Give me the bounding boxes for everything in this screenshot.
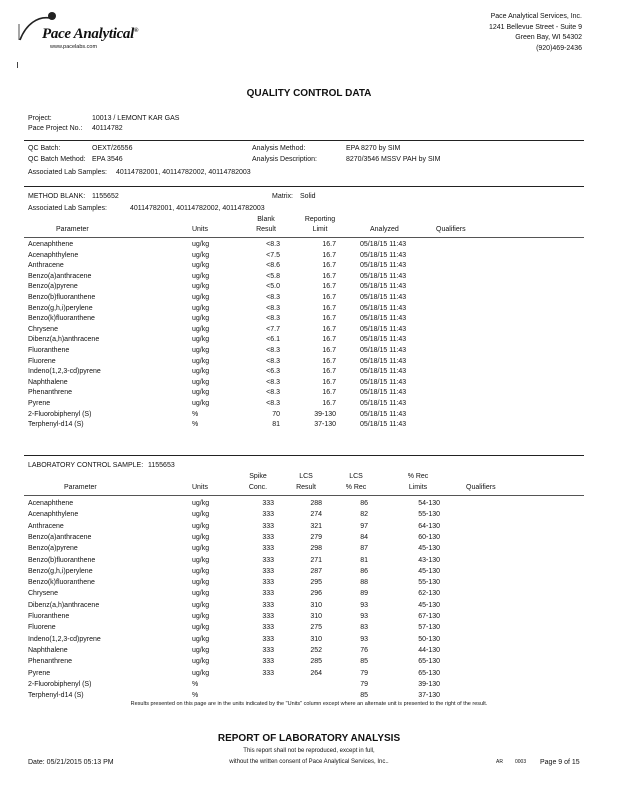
cell-analyzed: 05/18/15 11:43 bbox=[360, 347, 407, 354]
cell-spike: 333 bbox=[262, 590, 274, 598]
cell-limit: 16.7 bbox=[322, 400, 336, 407]
cell-parameter: Indeno(1,2,3-cd)pyrene bbox=[28, 635, 101, 643]
cell-units: % bbox=[192, 421, 199, 429]
cell-parameter: Acenaphthene bbox=[28, 241, 74, 248]
cell-units: ug/kg bbox=[192, 389, 210, 397]
table-row bbox=[0, 315, 618, 325]
cell-result: 310 bbox=[310, 613, 322, 620]
table-row bbox=[0, 379, 618, 389]
cell-spike: 333 bbox=[262, 635, 274, 643]
cell-units: ug/kg bbox=[192, 522, 210, 530]
lcs-header-row2: Parameter Units Conc. Result % Rec Limits Qualifiers bbox=[64, 484, 496, 491]
cell-rec: 79 bbox=[360, 680, 368, 688]
cell-analyzed: 05/18/15 11:43 bbox=[360, 241, 407, 248]
results-note: Results presented on this page are in the units indicated by the "Units" column except where an alternate unit is presented to the right of the result. bbox=[130, 701, 488, 707]
cell-units: ug/kg bbox=[192, 624, 210, 632]
cell-result: 279 bbox=[310, 533, 322, 541]
cell-parameter: Benzo(a)pyrene bbox=[28, 545, 78, 553]
cell-analyzed: 05/18/15 11:43 bbox=[360, 421, 407, 429]
cell-analyzed: 05/18/15 11:43 bbox=[360, 389, 407, 397]
cell-units: ug/kg bbox=[192, 646, 210, 654]
cell-limits: 44-130 bbox=[418, 646, 440, 654]
cell-result: <5.0 bbox=[266, 283, 280, 291]
cell-rec: 89 bbox=[360, 590, 368, 598]
cell-rec: 93 bbox=[360, 601, 368, 609]
cell-limits: 55-130 bbox=[418, 579, 440, 587]
table-row bbox=[0, 326, 618, 336]
cell-result: <8.3 bbox=[266, 378, 280, 386]
cell-result: 81 bbox=[272, 421, 280, 429]
cell-rec: 84 bbox=[360, 533, 368, 541]
table-row bbox=[0, 336, 618, 346]
cell-rec: 97 bbox=[360, 522, 368, 530]
table-row bbox=[0, 568, 618, 578]
lcs-header-row1: Spike LCS LCS % Rec bbox=[249, 473, 429, 480]
cell-units: ug/kg bbox=[192, 511, 210, 519]
cell-units: ug/kg bbox=[192, 283, 210, 291]
cell-result: <8.3 bbox=[266, 347, 280, 354]
cell-limit: 16.7 bbox=[322, 368, 336, 376]
cell-result: 296 bbox=[310, 590, 322, 598]
cell-parameter: 2-Fluorobiphenyl (S) bbox=[28, 410, 92, 418]
cell-rec: 93 bbox=[360, 635, 368, 643]
cell-limit: 16.7 bbox=[322, 241, 336, 248]
cell-parameter: Benzo(k)fluoranthene bbox=[28, 579, 95, 587]
table-row bbox=[0, 411, 618, 421]
table-row bbox=[0, 305, 618, 315]
table-row bbox=[0, 421, 618, 431]
cell-result: 295 bbox=[310, 579, 322, 587]
cell-analyzed: 05/18/15 11:43 bbox=[360, 325, 407, 333]
method-blank-assoc-row: Associated Lab Samples: 40114782001, 40114782002, 40114782003 bbox=[28, 205, 265, 212]
table-row bbox=[0, 658, 618, 668]
cell-parameter: Benzo(g,h,i)perylene bbox=[28, 304, 93, 312]
cell-result: 271 bbox=[310, 556, 322, 564]
cell-parameter: Naphthalene bbox=[28, 646, 68, 654]
cell-limit: 16.7 bbox=[322, 347, 336, 354]
cell-units: % bbox=[192, 410, 199, 418]
cell-limits: 60-130 bbox=[418, 533, 440, 541]
cell-units: ug/kg bbox=[192, 556, 210, 564]
cell-result: <5.8 bbox=[266, 272, 280, 280]
cell-limit: 16.7 bbox=[322, 283, 336, 291]
cell-units: ug/kg bbox=[192, 368, 210, 376]
cell-parameter: Phenanthrene bbox=[28, 389, 72, 397]
cell-parameter: Benzo(a)pyrene bbox=[28, 283, 78, 291]
qc-batch-row: QC Batch: OEXT/26556 Analysis Method: EPA 8270 by SIM bbox=[28, 145, 401, 152]
table-row bbox=[0, 273, 618, 283]
logo-text: Pace Analytical® bbox=[42, 26, 139, 42]
cell-limit: 37-130 bbox=[314, 421, 336, 429]
cell-units: ug/kg bbox=[192, 325, 210, 333]
cell-result: <8.3 bbox=[266, 357, 280, 365]
table-row bbox=[0, 636, 618, 646]
cell-result: <8.3 bbox=[266, 389, 280, 397]
cell-limit: 16.7 bbox=[322, 357, 336, 365]
cell-rec: 79 bbox=[360, 669, 368, 677]
cell-limit: 16.7 bbox=[322, 315, 336, 323]
cell-rec: 83 bbox=[360, 624, 368, 632]
table-row bbox=[0, 283, 618, 293]
cell-limit: 16.7 bbox=[322, 336, 336, 344]
cell-units: ug/kg bbox=[192, 533, 210, 541]
cell-spike: 333 bbox=[262, 545, 274, 553]
cell-units: ug/kg bbox=[192, 567, 210, 575]
cell-parameter: Acenaphthene bbox=[28, 500, 74, 507]
cell-result: 252 bbox=[310, 646, 322, 654]
cell-parameter: Fluorene bbox=[28, 624, 56, 632]
cell-units: ug/kg bbox=[192, 262, 210, 270]
cell-result: <8.3 bbox=[266, 400, 280, 407]
cell-analyzed: 05/18/15 11:43 bbox=[360, 251, 407, 259]
lcs-row: LABORATORY CONTROL SAMPLE: 1155653 bbox=[28, 462, 175, 469]
cell-parameter: Phenanthrene bbox=[28, 658, 72, 666]
divider bbox=[24, 495, 584, 496]
cell-units: ug/kg bbox=[192, 357, 210, 365]
cell-limits: 65-130 bbox=[418, 658, 440, 666]
cell-limit: 39-130 bbox=[314, 410, 336, 418]
cell-limits: 65-130 bbox=[418, 669, 440, 677]
divider bbox=[24, 237, 584, 238]
qc-assoc-row: Associated Lab Samples: 40114782001, 40114782002, 40114782003 bbox=[28, 169, 251, 176]
cell-units: ug/kg bbox=[192, 294, 210, 301]
cell-parameter: Naphthalene bbox=[28, 378, 68, 386]
table-row bbox=[0, 579, 618, 589]
table-row bbox=[0, 534, 618, 544]
cell-parameter: Benzo(k)fluoranthene bbox=[28, 315, 95, 323]
report-title: REPORT OF LABORATORY ANALYSIS bbox=[217, 733, 401, 744]
table-row bbox=[0, 368, 618, 378]
cell-units: ug/kg bbox=[192, 500, 210, 507]
cell-spike: 333 bbox=[262, 522, 274, 530]
cell-units: % bbox=[192, 680, 199, 688]
table-row bbox=[0, 681, 618, 691]
table-row bbox=[0, 590, 618, 600]
cell-spike: 333 bbox=[262, 533, 274, 541]
table-row bbox=[0, 647, 618, 657]
cell-limits: 37-130 bbox=[418, 692, 440, 700]
cell-parameter: Benzo(a)anthracene bbox=[28, 533, 92, 541]
cell-limits: 45-130 bbox=[418, 601, 440, 609]
cell-result: 288 bbox=[310, 500, 322, 507]
footer-row: Date: 05/21/2015 05:13 PM without the written consent of Pace Analytical Services, Inc.. AR 0003 Page 9 of 15 bbox=[28, 759, 580, 766]
mb-header-row1: Blank Reporting bbox=[257, 216, 336, 223]
cell-limits: 50-130 bbox=[418, 635, 440, 643]
cell-parameter: Acenaphthylene bbox=[28, 511, 79, 519]
cell-parameter: Chrysene bbox=[28, 325, 58, 333]
cell-units: ug/kg bbox=[192, 613, 210, 620]
cell-spike: 333 bbox=[262, 500, 274, 507]
cell-units: % bbox=[192, 692, 199, 700]
cell-spike: 333 bbox=[262, 624, 274, 632]
cell-rec: 81 bbox=[360, 556, 368, 564]
cell-parameter: Anthracene bbox=[28, 262, 64, 270]
table-row bbox=[0, 262, 618, 272]
margin-mark bbox=[17, 62, 18, 68]
table-row bbox=[0, 557, 618, 567]
page-title: QUALITY CONTROL DATA bbox=[246, 88, 372, 99]
cell-analyzed: 05/18/15 11:43 bbox=[360, 272, 407, 280]
qc-method-row: QC Batch Method: EPA 3546 Analysis Description: 8270/3546 MSSV PAH by SIM bbox=[28, 156, 441, 163]
cell-rec: 86 bbox=[360, 500, 368, 507]
cell-limits: 43-130 bbox=[418, 556, 440, 564]
cell-units: ug/kg bbox=[192, 545, 210, 553]
cell-result: 287 bbox=[310, 567, 322, 575]
cell-spike: 333 bbox=[262, 669, 274, 677]
cell-spike: 333 bbox=[262, 646, 274, 654]
cell-parameter: Fluorene bbox=[28, 357, 56, 365]
table-row bbox=[0, 358, 618, 368]
cell-analyzed: 05/18/15 11:43 bbox=[360, 400, 407, 407]
cell-rec: 87 bbox=[360, 545, 368, 553]
cell-result: <8.3 bbox=[266, 241, 280, 248]
cell-parameter: Pyrene bbox=[28, 669, 51, 677]
cell-result: 274 bbox=[310, 511, 322, 519]
cell-spike: 333 bbox=[262, 579, 274, 587]
cell-analyzed: 05/18/15 11:43 bbox=[360, 294, 407, 301]
table-row bbox=[0, 400, 618, 410]
logo-url: www.pacelabs.com bbox=[50, 44, 98, 50]
cell-spike: 333 bbox=[262, 613, 274, 620]
cell-analyzed: 05/18/15 11:43 bbox=[360, 357, 407, 365]
table-row bbox=[0, 389, 618, 399]
cell-spike: 333 bbox=[262, 556, 274, 564]
cell-units: ug/kg bbox=[192, 241, 210, 248]
cell-limit: 16.7 bbox=[322, 389, 336, 397]
cell-units: ug/kg bbox=[192, 669, 210, 677]
cell-limits: 45-130 bbox=[418, 545, 440, 553]
cell-limits: 57-130 bbox=[418, 624, 440, 632]
cell-rec: 88 bbox=[360, 579, 368, 587]
cell-result: <8.3 bbox=[266, 294, 280, 301]
cell-result: 321 bbox=[310, 522, 322, 530]
cell-units: ug/kg bbox=[192, 336, 210, 344]
cell-parameter: Terphenyl-d14 (S) bbox=[28, 421, 84, 429]
cell-analyzed: 05/18/15 11:43 bbox=[360, 378, 407, 386]
table-row bbox=[0, 624, 618, 634]
cell-result: <7.7 bbox=[266, 325, 280, 333]
cell-analyzed: 05/18/15 11:43 bbox=[360, 315, 407, 323]
cell-result: <8.6 bbox=[266, 262, 280, 270]
table-row bbox=[0, 511, 618, 521]
cell-limits: 39-130 bbox=[418, 680, 440, 688]
cell-units: ug/kg bbox=[192, 272, 210, 280]
cell-parameter: Benzo(g,h,i)perylene bbox=[28, 567, 93, 575]
table-row bbox=[0, 252, 618, 262]
company-address: Pace Analytical Services, Inc. 1241 Bellevue Street - Suite 9 Green Bay, WI 54302 (920)469-2436 bbox=[488, 13, 582, 52]
cell-result: <6.3 bbox=[266, 368, 280, 376]
cell-result: 285 bbox=[310, 658, 322, 666]
cell-analyzed: 05/18/15 11:43 bbox=[360, 336, 407, 344]
cell-limits: 64-130 bbox=[418, 522, 440, 530]
cell-units: ug/kg bbox=[192, 304, 210, 312]
table-row bbox=[0, 294, 618, 304]
cell-units: ug/kg bbox=[192, 347, 210, 354]
cell-result: 275 bbox=[310, 624, 322, 632]
cell-parameter: Benzo(b)fluoranthene bbox=[28, 294, 96, 301]
cell-rec: 82 bbox=[360, 511, 368, 519]
cell-parameter: Chrysene bbox=[28, 590, 58, 598]
cell-rec: 93 bbox=[360, 613, 368, 620]
cell-rec: 76 bbox=[360, 646, 368, 654]
cell-parameter: Indeno(1,2,3-cd)pyrene bbox=[28, 368, 101, 376]
cell-units: ug/kg bbox=[192, 251, 210, 259]
cell-limit: 16.7 bbox=[322, 325, 336, 333]
cell-result: 70 bbox=[272, 410, 280, 418]
cell-limits: 67-130 bbox=[418, 613, 440, 620]
cell-result: 298 bbox=[310, 545, 322, 553]
divider bbox=[24, 186, 584, 187]
table-row bbox=[0, 523, 618, 533]
cell-limits: 62-130 bbox=[418, 590, 440, 598]
cell-limits: 45-130 bbox=[418, 567, 440, 575]
cell-limit: 16.7 bbox=[322, 304, 336, 312]
cell-units: ug/kg bbox=[192, 658, 210, 666]
cell-analyzed: 05/18/15 11:43 bbox=[360, 368, 407, 376]
cell-rec: 85 bbox=[360, 658, 368, 666]
method-blank-row: METHOD BLANK: 1155652 Matrix: Solid bbox=[28, 193, 316, 200]
cell-units: ug/kg bbox=[192, 579, 210, 587]
cell-limit: 16.7 bbox=[322, 294, 336, 301]
cell-parameter: 2-Fluorobiphenyl (S) bbox=[28, 680, 92, 688]
cell-parameter: Fluoranthene bbox=[28, 347, 70, 354]
cell-units: ug/kg bbox=[192, 400, 210, 407]
table-row bbox=[0, 670, 618, 680]
cell-rec: 85 bbox=[360, 692, 368, 700]
cell-parameter: Dibenz(a,h)anthracene bbox=[28, 601, 100, 609]
cell-spike: 333 bbox=[262, 567, 274, 575]
cell-limits: 54-130 bbox=[418, 500, 440, 507]
cell-parameter: Terphenyl-d14 (S) bbox=[28, 692, 84, 700]
cell-parameter: Acenaphthylene bbox=[28, 251, 79, 259]
project-row: Project: 10013 / LEMONT KAR GAS bbox=[28, 115, 180, 122]
cell-analyzed: 05/18/15 11:43 bbox=[360, 304, 407, 312]
cell-spike: 333 bbox=[262, 658, 274, 666]
pace-project-row: Pace Project No.: 40114782 bbox=[28, 125, 123, 132]
cell-limit: 16.7 bbox=[322, 378, 336, 386]
cell-result: <6.1 bbox=[266, 336, 280, 344]
table-row bbox=[0, 347, 618, 357]
cell-result: <8.3 bbox=[266, 315, 280, 323]
cell-spike: 333 bbox=[262, 601, 274, 609]
cell-units: ug/kg bbox=[192, 590, 210, 598]
table-row bbox=[0, 602, 618, 612]
mb-header-row2: Parameter Units Result Limit Analyzed Qualifiers bbox=[56, 226, 466, 233]
notice-line-1: This report shall not be reproduced, except in full, bbox=[243, 748, 375, 754]
cell-analyzed: 05/18/15 11:43 bbox=[360, 410, 407, 418]
cell-parameter: Dibenz(a,h)anthracene bbox=[28, 336, 100, 344]
cell-result: 264 bbox=[310, 669, 322, 677]
table-row bbox=[0, 613, 618, 623]
cell-limits: 55-130 bbox=[418, 511, 440, 519]
cell-parameter: Benzo(a)anthracene bbox=[28, 272, 92, 280]
table-row bbox=[0, 500, 618, 510]
cell-parameter: Pyrene bbox=[28, 400, 51, 407]
table-row bbox=[0, 545, 618, 555]
cell-analyzed: 05/18/15 11:43 bbox=[360, 283, 407, 291]
table-row bbox=[0, 241, 618, 251]
cell-limit: 16.7 bbox=[322, 262, 336, 270]
divider bbox=[24, 140, 584, 141]
cell-limit: 16.7 bbox=[322, 272, 336, 280]
cell-parameter: Anthracene bbox=[28, 522, 64, 530]
cell-limit: 16.7 bbox=[322, 251, 336, 259]
cell-result: 310 bbox=[310, 635, 322, 643]
cell-units: ug/kg bbox=[192, 378, 210, 386]
cell-parameter: Benzo(b)fluoranthene bbox=[28, 556, 96, 564]
cell-result: 310 bbox=[310, 601, 322, 609]
cell-units: ug/kg bbox=[192, 635, 210, 643]
cell-units: ug/kg bbox=[192, 601, 210, 609]
cell-rec: 86 bbox=[360, 567, 368, 575]
cell-units: ug/kg bbox=[192, 315, 210, 323]
cell-result: <7.5 bbox=[266, 251, 280, 259]
cell-parameter: Fluoranthene bbox=[28, 613, 70, 620]
cell-spike: 333 bbox=[262, 511, 274, 519]
cell-result: <8.3 bbox=[266, 304, 280, 312]
cell-analyzed: 05/18/15 11:43 bbox=[360, 262, 407, 270]
divider bbox=[24, 455, 584, 456]
